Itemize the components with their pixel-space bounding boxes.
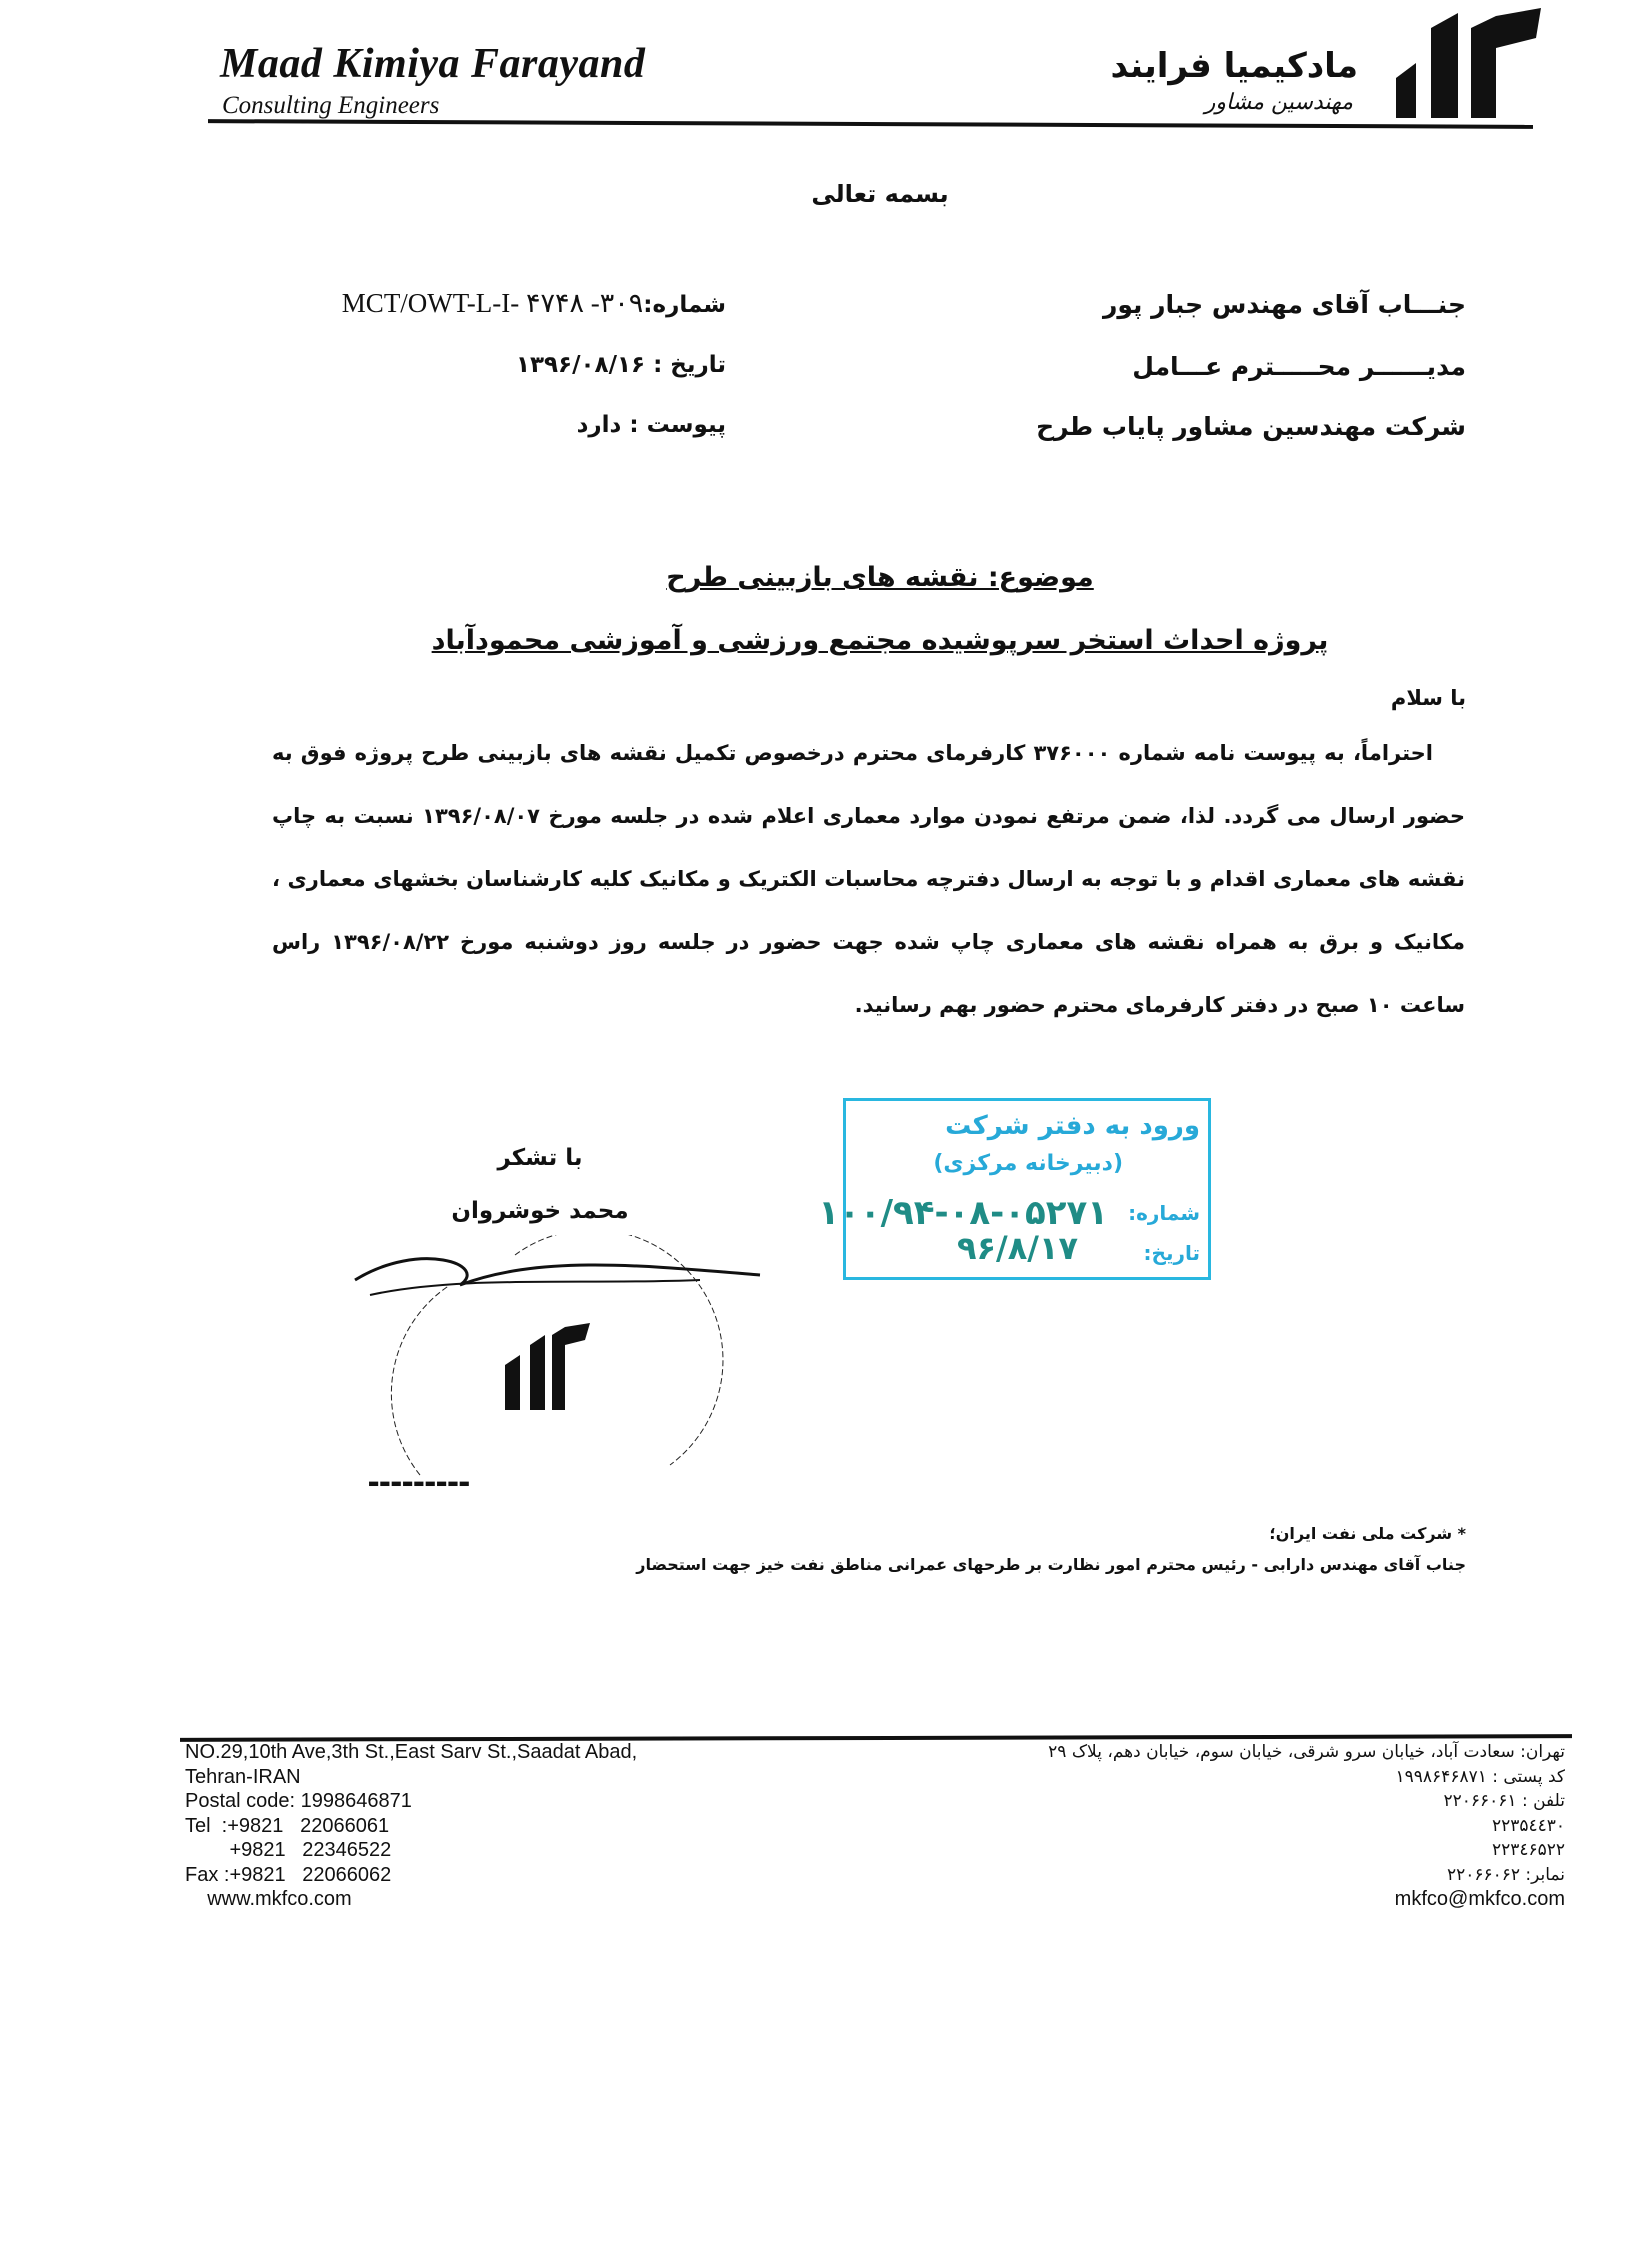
email-link[interactable]: mkfco@mkfco.com — [1394, 1888, 1565, 1910]
company-name-fa: مادکیمیا فرایند — [1110, 46, 1358, 86]
footer-address-en — [185, 1740, 637, 1912]
header-divider — [208, 119, 1533, 129]
address-fa: تهران: سعادت آباد، خیابان سرو شرقی، خیابان سوم، خیابان دهم، پلاک ۲۹ — [1048, 1742, 1565, 1762]
stamp-number-label: شماره: — [1128, 1201, 1200, 1225]
svg-text:▬▬▬▬▬▬▬▬▬: ▬▬▬▬▬▬▬▬▬ — [367, 1476, 470, 1490]
signer-name: محمد خوشروان — [451, 1198, 629, 1224]
letter-date — [516, 352, 726, 378]
postal-fa: کد پستی : ۱۹۹۸۶۴۶۸۷۱ — [1395, 1766, 1565, 1787]
company-name-en: Maad Kimiya Farayand — [220, 41, 646, 87]
stamp-title-1: ورود به دفتر شرکت — [945, 1111, 1200, 1141]
address-line-1: NO.29,10th Ave,3th St.,East Sarv St.,Saadat Abad, — [185, 1741, 638, 1763]
receipt-stamp — [818, 1098, 1211, 1280]
mkf-logo-icon — [1396, 8, 1546, 123]
address-line-2: Tehran-IRAN — [185, 1765, 301, 1788]
cc-line-1: * شرکت ملی نفت ایران؛ — [1269, 1524, 1466, 1543]
company-seal-icon — [340, 1235, 770, 1495]
website-link[interactable]: www.mkfco.com — [185, 1888, 352, 1910]
recipient-line-1: جنـــاب آقای مهندس جبار پور — [1102, 290, 1466, 319]
fax-fa: نمابر: ۲۲۰۶۶۰۶۲ — [1446, 1864, 1565, 1885]
tel-fa-1: تلفن : ۲۲۰۶۶۰۶۱ — [1443, 1791, 1565, 1811]
closing-thanks: با تشکر — [497, 1145, 583, 1171]
date-label: تاریخ : — [653, 352, 726, 378]
date-value: ۱۳۹۶/۰۸/۱۶ — [515, 352, 646, 378]
cc-line-2: جناب آقای مهندس دارابی - رئیس محترم امور نظارت بر طرحهای عمرانی مناطق نفت خیز جهت استحضار — [636, 1555, 1466, 1574]
letter-attachment — [577, 412, 726, 438]
company-subtitle-en: Consulting Engineers — [222, 92, 440, 119]
subject-line-2: پروژه احداث استخر سرپوشیده مجتمع ورزشی و آموزشی محمودآباد — [431, 625, 1329, 656]
letter-body-text: احتراماً، به پیوست نامه شماره ۳۷۶۰۰۰ کارفرمای محترم درخصوص تکمیل نقشه های بازبینی طرح پروژه فوق به حضور ارسال می گردد. لذا، ضمن مرتفع نمودن موارد معماری اعلام شده در جلسه مورخ ۱۳۹۶/۰۸/۰۷ نسبت به چاپ نقشه های معماری اقدام و با توجه به ارسال دفترچه محاسبات الکتریک و مکانیک کلیه کارشناسان بخشهای معماری ، مکانیک و برق به همراه نقشه های معماری چاپ شده جهت حضور در جلسه روز دوشنبه مورخ ۱۳۹۶/۰۸/۲۲ راس ساعت ۱۰ صبح در دفتر کارفرمای محترم حضور بهم رسانید. — [272, 741, 1465, 1017]
letter-number — [342, 288, 726, 319]
company-subtitle-fa: مهندسین مشاور — [1204, 90, 1353, 115]
tel-1: Tel :+9821 22066061 — [185, 1814, 390, 1837]
fax: Fax :+9821 22066062 — [185, 1863, 392, 1886]
number-value: ۳۰۹- MCT/OWT-L-I- ۴۷۴۸ — [341, 288, 644, 318]
number-label: شماره: — [643, 292, 726, 318]
letter-body — [272, 722, 1465, 1037]
subject-line-1: موضوع: نقشه های بازبینی طرح — [666, 562, 1094, 593]
footer-address-fa — [1048, 1740, 1565, 1912]
tel-2: +9821 22346522 — [185, 1839, 392, 1861]
postal-code: Postal code: 1998646871 — [185, 1790, 412, 1812]
attachment-label: پیوست : — [629, 412, 726, 438]
recipient-line-2: مدیــــــر محـــــترم عـــامل — [1132, 352, 1466, 381]
stamp-date-label: تاریخ: — [1143, 1241, 1200, 1265]
invocation: بسمه تعالی — [811, 180, 949, 208]
tel-fa-2: ۲۲۳۵٤٤۳۰ — [1491, 1815, 1565, 1836]
greeting: با سلام — [1390, 686, 1466, 710]
attachment-value: دارد — [576, 412, 622, 438]
stamp-title-2: (دبیرخانه مرکزی) — [933, 1151, 1123, 1176]
stamp-date-value: ۹۶/۸/۱۷ — [956, 1229, 1078, 1267]
tel-fa-3: ۲۲۳٤۶۵۲۲ — [1491, 1840, 1565, 1860]
recipient-line-3: شرکت مهندسین مشاور پایاب طرح — [1036, 412, 1466, 441]
stamp-number-value: ۱۰۰/۹۴-۰۸-۰۵۲۷۱ — [818, 1193, 1108, 1233]
